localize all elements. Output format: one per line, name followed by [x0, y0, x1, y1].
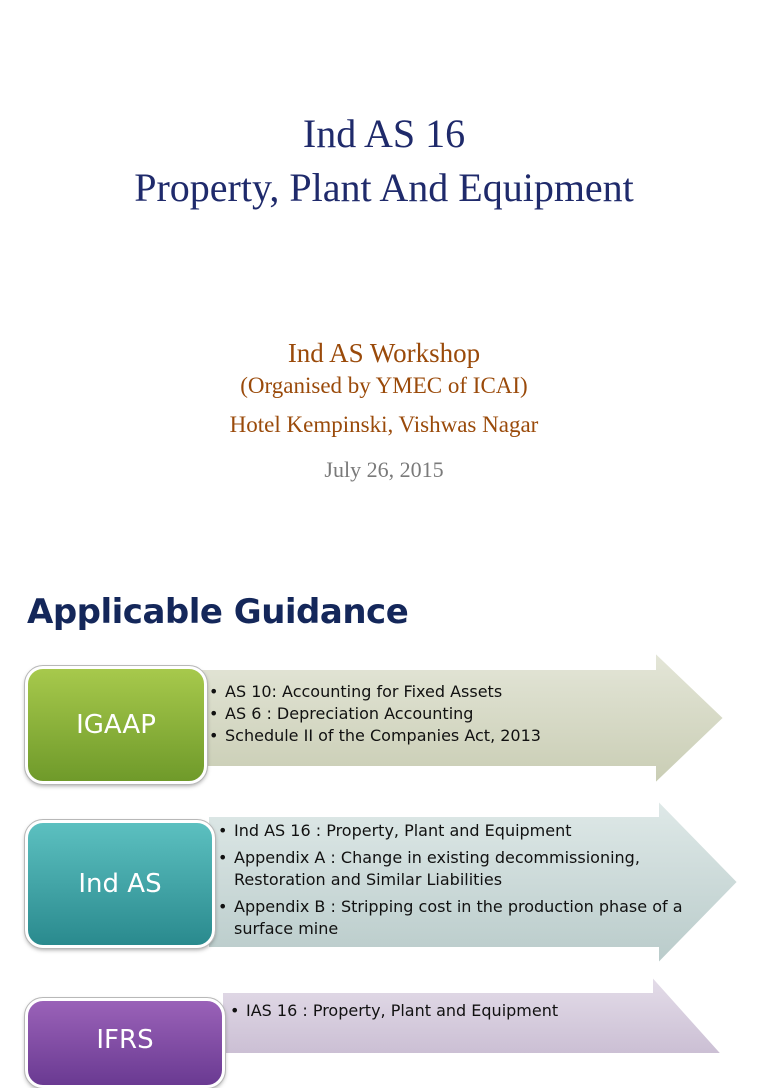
list-item: • Ind AS 16 : Property, Plant and Equipment [214, 820, 684, 842]
igaap-list [205, 681, 665, 747]
ifrs-list [226, 1000, 696, 1022]
list-item: • Appendix A : Change in existing decommissioning, Restoration and Similar Liabilities [214, 847, 684, 891]
slide-heading: Applicable Guidance [27, 592, 409, 632]
guidance-slide [0, 560, 768, 1055]
workshop-name: Ind AS Workshop [287, 338, 481, 368]
list-item: • Appendix B : Stripping cost in the production phase of a surface mine [214, 896, 684, 940]
event-date: July 26, 2015 [324, 457, 444, 482]
row-label-igaap: IGAAP [25, 666, 207, 784]
slide-title-line2: Property, Plant And Equipment [134, 165, 634, 210]
list-item: • AS 6 : Depreciation Accounting [205, 703, 665, 725]
row-label-ifrs: IFRS [25, 998, 225, 1088]
list-item: • Schedule II of the Companies Act, 2013 [205, 725, 665, 747]
slide-title-line1: Ind AS 16 [302, 111, 466, 156]
row-label-indas: Ind AS [25, 820, 215, 948]
venue: Hotel Kempinski, Vishwas Nagar [229, 412, 539, 437]
indas-list [214, 820, 684, 940]
list-item: • AS 10: Accounting for Fixed Assets [205, 681, 665, 703]
organiser: (Organised by YMEC of ICAI) [240, 373, 528, 398]
list-item: • IAS 16 : Property, Plant and Equipment [226, 1000, 696, 1022]
